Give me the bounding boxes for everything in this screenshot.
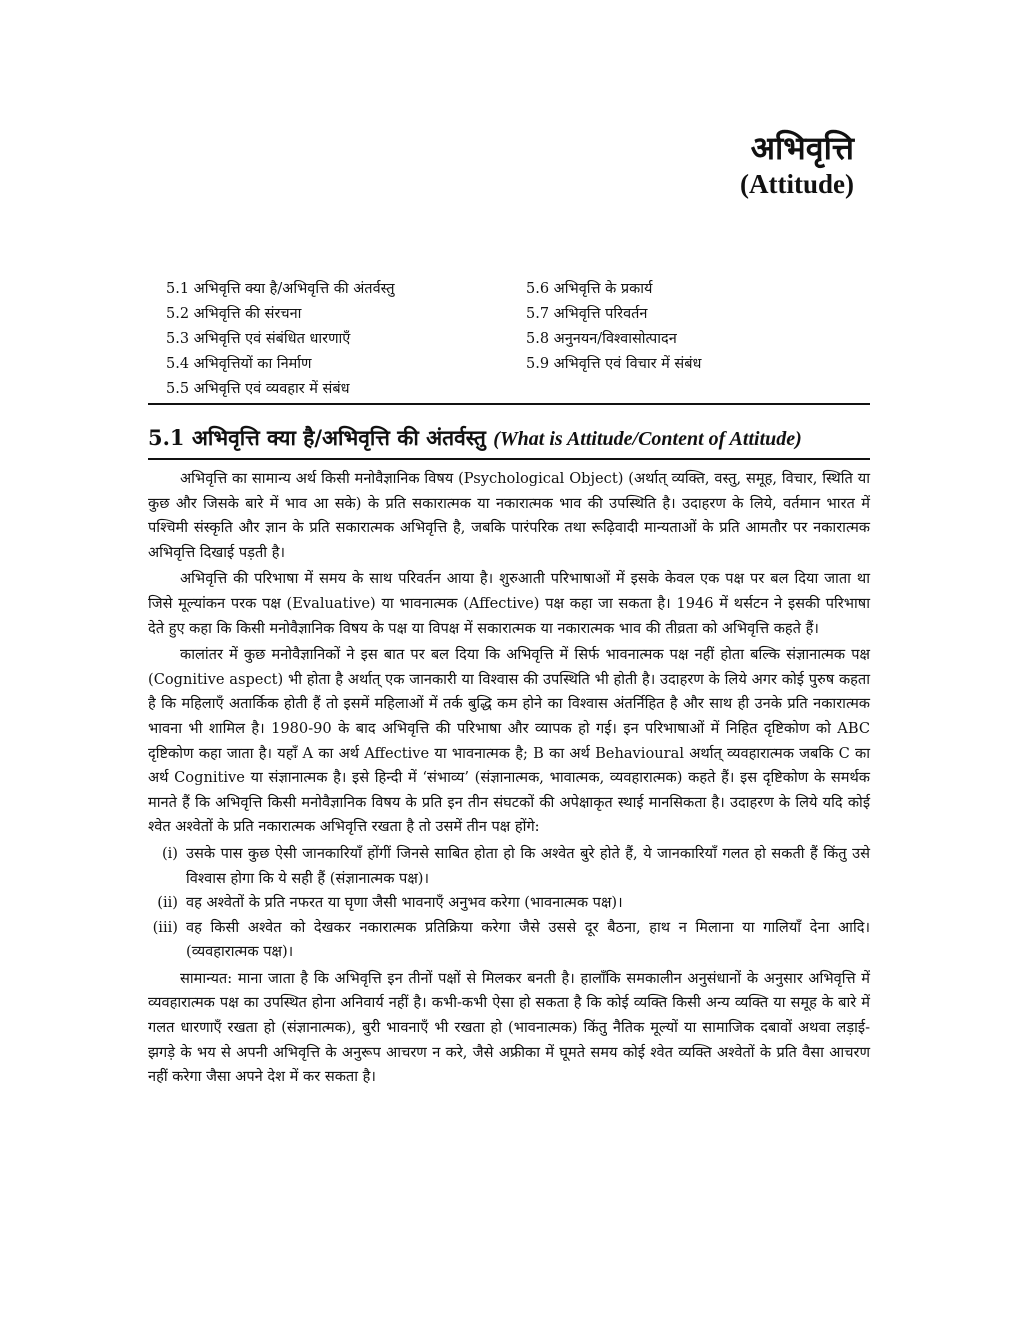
chapter-title-hindi: अभिवृत्ति	[750, 129, 854, 167]
section-heading-english: (What is Attitude/Content of Attitude)	[493, 428, 802, 450]
section-heading-hindi: 5.1 अभिवृत्ति क्या है/अभिवृत्ति की अंतर्वस्तु	[148, 425, 494, 450]
list-item	[148, 891, 870, 916]
list-item-number: (i)	[161, 844, 178, 862]
toc-item-5-8: 5.8 अनुनयन/विश्वासोत्पादन	[526, 331, 677, 347]
section-heading	[148, 424, 870, 452]
paragraph: कालांतर में कुछ मनोवैज्ञानिकों ने इस बात पर बल दिया कि अभिवृत्ति में सिर्फ भावनात्मक पक्ष नहीं होता बल्कि संज्ञानात्मक पक्ष (Cognitive aspect) भी होता है अर्थात् एक जानकारी या विश्वास की उपस्थिति भी होती है। उदाहरण के लिये अगर कोई पुरुष कहता है कि महिलाएँ अतार्किक होती हैं तो इसमें महिलाओं में तर्क बुद्धि कम होने का विश्वास अंतर्निहित है और साथ ही उनके प्रति नकारात्मक भावना भी शामिल है। 1980-90 के बाद अभिवृत्ति की परिभाषा और व्यापक हो गई। इन परिभाषाओं में निहित दृष्टिकोण को ABC दृष्टिकोण कहा जाता है। यहाँ A का अर्थ Affective या भावनात्मक है; B का अर्थ Behavioural अर्थात् व्यवहारात्मक जबकि C का अर्थ Cognitive या संज्ञानात्मक है। इसे हिन्दी में ‘संभाव्य’ (संज्ञानात्मक, भावात्मक, व्यवहारात्मक) कहते हैं। इस दृष्टिकोण के समर्थक मानते हैं कि अभिवृत्ति किसी मनोवैज्ञानिक विषय के प्रति इन तीन संघटकों की अपेक्षाकृत स्थाई मानसिकता है। उदाहरण के लिये यदि कोई श्वेत अश्वेतों के प्रति नकारात्मक अभिवृत्ति रखता है तो उसमें तीन पक्ष होंगे:	[148, 646, 871, 836]
toc-item-5-6: 5.6 अभिवृत्ति के प्रकार्य	[526, 281, 653, 297]
toc-item-5-2: 5.2 अभिवृत्ति की संरचना	[166, 306, 302, 322]
paragraph: सामान्यत: माना जाता है कि अभिवृत्ति इन तीनों पक्षों से मिलकर बनती है। हालाँकि समकालीन अनुसंधानों के अनुसार अभिवृत्ति में व्यवहारात्मक पक्ष का उपस्थित होना अनिवार्य नहीं है। कभी-कभी ऐसा हो सकता है कि कोई व्यक्ति किसी अन्य व्यक्ति या समूह के बारे में गलत धारणाएँ रखता हो (संज्ञानात्मक), बुरी भावनाएँ भी रखता हो (भावनात्मक) किंतु नैतिक मूल्यों या सामाजिक दबावों अथवा लड़ाई-झगड़े के भय से अपनी अभिवृत्ति के अनुरूप आचरण न करे, जैसे अफ्रीका में घूमते समय कोई श्वेत व्यक्ति अश्वेतों के प्रति वैसा आचरण नहीं करेगा जैसा अपने देश में कर सकता है।	[148, 969, 870, 1086]
list-item	[148, 916, 870, 965]
aspects-list	[148, 842, 870, 965]
toc-item-5-3: 5.3 अभिवृत्ति एवं संबंधित धारणाएँ	[166, 331, 351, 347]
list-item-number: (iii)	[152, 918, 178, 936]
chapter-title-english: (Attitude)	[740, 169, 854, 199]
toc-item-5-9: 5.9 अभिवृत्ति एवं विचार में संबंध	[526, 356, 702, 372]
paragraph: अभिवृत्ति की परिभाषा में समय के साथ परिवर्तन आया है। शुरुआती परिभाषाओं में इसके केवल एक पक्ष पर बल दिया जाता था जिसे मूल्यांकन परक पक्ष (Evaluative) या भावनात्मक (Affective) पक्ष कहा जा सकता है। 1946 में थर्सटन ने इसकी परिभाषा देते हुए कहा कि किसी मनोवैज्ञानिक विषय के पक्ष या विपक्ष में सकारात्मक या नकारात्मक भाव की तीव्रता को अभिवृत्ति कहते हैं।	[148, 570, 870, 637]
list-item-text: वह अश्वेतों के प्रति नफरत या घृणा जैसी भावनाएँ अनुभव करेगा (भावनात्मक पक्ष)।	[186, 894, 623, 912]
section-divider-top	[148, 403, 870, 405]
chapter-title	[740, 128, 854, 202]
list-item-text: उसके पास कुछ ऐसी जानकारियाँ होंगीं जिनसे साबित होता हो कि अश्वेत बुरे होते हैं, ये जानकारियाँ गलत हो सकती हैं किंतु उसे विश्वास होगा कि ये सही हैं (संज्ञानात्मक पक्ष)।	[186, 844, 870, 887]
section-divider-bottom	[148, 458, 870, 460]
list-item-number: (ii)	[157, 894, 178, 912]
list-item	[148, 842, 870, 891]
toc-item-5-5: 5.5 अभिवृत्ति एवं व्यवहार में संबंध	[166, 381, 350, 397]
paragraph: अभिवृत्ति का सामान्य अर्थ किसी मनोवैज्ञानिक विषय (Psychological Object) (अर्थात् व्यक्ति, वस्तु, समूह, विचार, स्थिति या कुछ और जिसके बारे में भाव आ सके) के प्रति सकारात्मक या नकारात्मक भाव की उपस्थिति है। उदाहरण के लिये, वर्तमान भारत में पश्चिमी संस्कृति और ज्ञान के प्रति सकारात्मक अभिवृत्ति है, जबकि पारंपरिक तथा रूढ़िवादी मान्यताओं के प्रति आमतौर पर नकारात्मक अभिवृत्ति दिखाई पड़ती है।	[148, 470, 870, 561]
list-item-text: वह किसी अश्वेत को देखकर नकारात्मक प्रतिक्रिया करेगा जैसे उससे दूर बैठना, हाथ न मिलाना या गालियाँ देना आदि। (व्यवहारात्मक पक्ष)।	[186, 918, 870, 961]
chapter-contents	[166, 278, 870, 401]
toc-item-5-7: 5.7 अभिवृत्ति परिवर्तन	[526, 306, 648, 322]
toc-item-5-1: 5.1 अभिवृत्ति क्या है/अभिवृत्ति की अंतर्वस्तु	[166, 281, 395, 297]
section-body	[148, 467, 870, 1092]
toc-item-5-4: 5.4 अभिवृत्तियों का निर्माण	[166, 356, 312, 372]
